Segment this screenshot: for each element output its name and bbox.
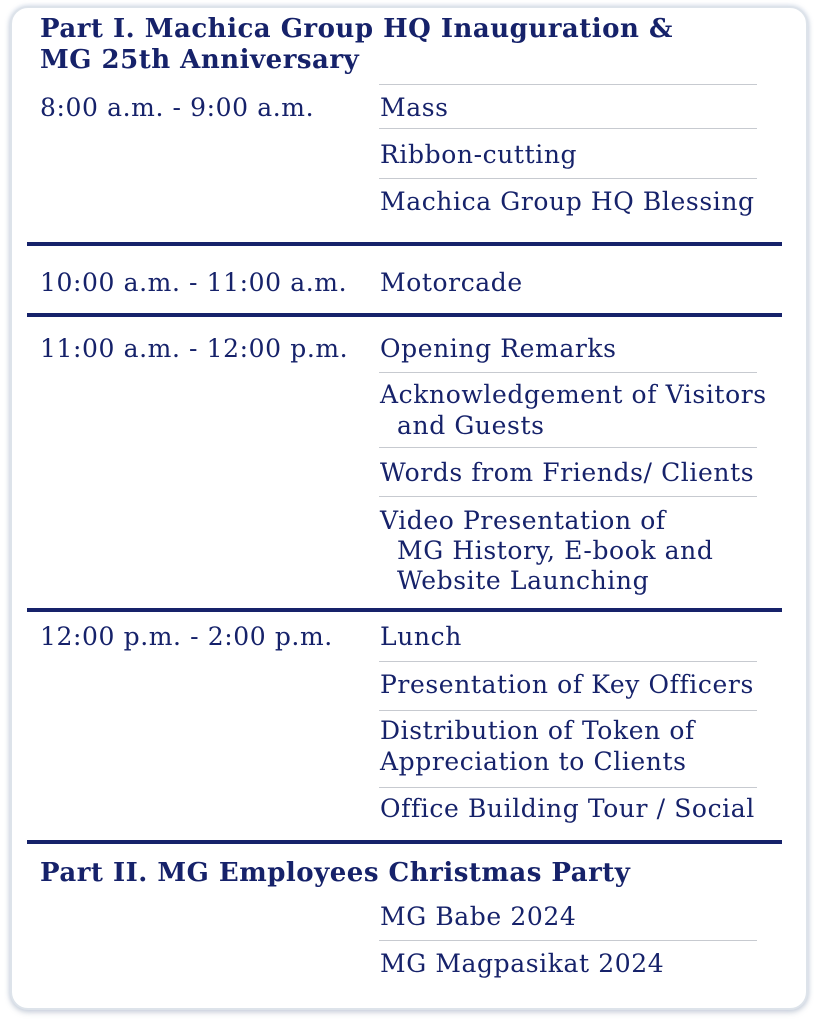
activity-ribbon-cutting: Ribbon-cutting (380, 140, 578, 169)
row-divider (379, 178, 757, 179)
section-divider (27, 840, 782, 844)
section-divider (27, 313, 782, 317)
activity-token-line1: Distribution of Token of (380, 716, 695, 745)
row-divider (379, 128, 757, 129)
row-divider (379, 447, 757, 448)
row-divider (379, 661, 757, 662)
activity-key-officers: Presentation of Key Officers (380, 670, 754, 699)
part2-title: Part II. MG Employees Christmas Party (40, 858, 631, 888)
time-slot-2: 10:00 a.m. - 11:00 a.m. (40, 268, 348, 297)
time-slot-4: 12:00 p.m. - 2:00 p.m. (40, 622, 333, 651)
activity-motorcade: Motorcade (380, 268, 523, 297)
activity-mass: Mass (380, 93, 449, 122)
time-slot-3: 11:00 a.m. - 12:00 p.m. (40, 334, 349, 363)
row-divider (379, 372, 757, 373)
section-divider (27, 608, 782, 612)
part1-title-line2: MG 25th Anniversary (40, 45, 360, 75)
activity-video-line1: Video Presentation of (380, 506, 666, 535)
activity-hq-blessing: Machica Group HQ Blessing (380, 187, 755, 216)
row-divider (379, 940, 757, 941)
activity-acknowledgement-line1: Acknowledgement of Visitors (380, 380, 767, 409)
time-slot-1: 8:00 a.m. - 9:00 a.m. (40, 93, 315, 122)
activity-mg-babe: MG Babe 2024 (380, 902, 577, 931)
row-divider (379, 84, 757, 85)
section-divider (27, 242, 782, 246)
activity-acknowledgement-line2: and Guests (397, 411, 545, 440)
part1-title-line1: Part I. Machica Group HQ Inauguration & (40, 14, 673, 44)
activity-building-tour: Office Building Tour / Social (380, 794, 755, 823)
row-divider (379, 496, 757, 497)
activity-video-line3: Website Launching (397, 566, 650, 595)
activity-mg-magpasikat: MG Magpasikat 2024 (380, 949, 665, 978)
activity-lunch: Lunch (380, 622, 462, 651)
activity-opening-remarks: Opening Remarks (380, 334, 617, 363)
activity-token-line2: Appreciation to Clients (380, 747, 687, 776)
activity-words-from-friends: Words from Friends/ Clients (380, 458, 755, 487)
activity-video-line2: MG History, E-book and (397, 536, 714, 565)
row-divider (379, 787, 757, 788)
row-divider (379, 710, 757, 711)
